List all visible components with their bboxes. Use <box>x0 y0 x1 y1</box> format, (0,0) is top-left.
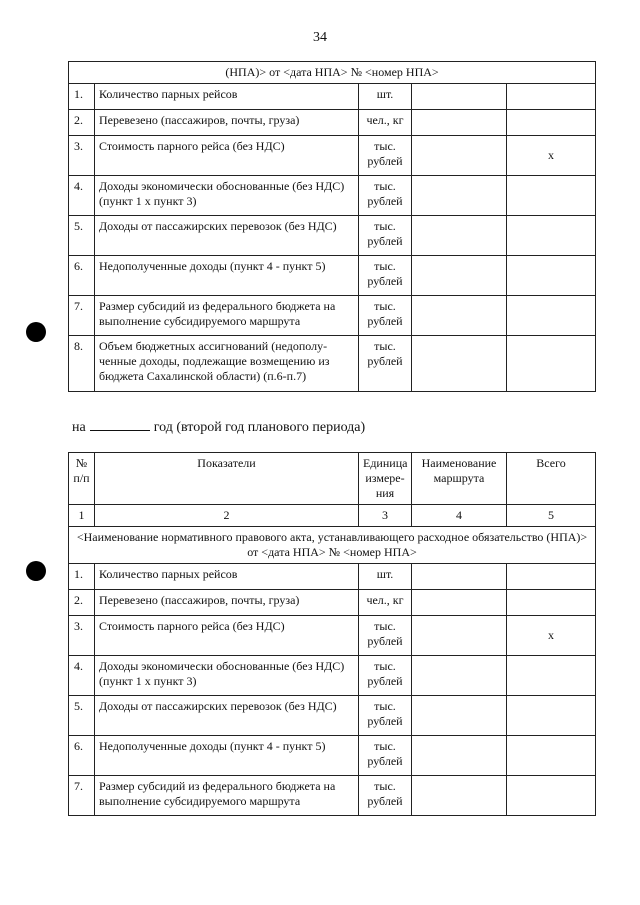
table-row <box>69 564 596 590</box>
row-number-cell: 6. <box>69 256 95 296</box>
page-number: 34 <box>313 30 327 45</box>
total-value-cell <box>507 590 596 616</box>
total-value-cell <box>507 176 596 216</box>
row-number-cell: 4. <box>69 656 95 696</box>
heading-prefix: на <box>72 420 86 435</box>
unit-cell: тыс. рублей <box>359 336 412 392</box>
total-value-cell: х <box>507 616 596 656</box>
table-body <box>69 62 596 392</box>
header-row <box>69 453 596 505</box>
total-value-cell <box>507 656 596 696</box>
row-number-cell: 1. <box>69 84 95 110</box>
unit-cell: тыс. рублей <box>359 616 412 656</box>
header-cell: Единица измере-ния <box>359 453 412 505</box>
header-cell: № п/п <box>69 453 95 505</box>
indicator-cell: Доходы экономически обоснованные (без НДС) (пункт 1 х пункт 3) <box>95 176 359 216</box>
indicator-cell: Размер субсидий из федерального бюджета на выполнение субсидируемого маршрута <box>95 296 359 336</box>
indicator-cell: Перевезено (пассажиров, почты, груза) <box>95 110 359 136</box>
route-value-cell <box>412 110 507 136</box>
table-row <box>69 216 596 256</box>
index-cell: 5 <box>507 505 596 527</box>
route-value-cell <box>412 84 507 110</box>
row-number-cell: 2. <box>69 110 95 136</box>
unit-cell: тыс. рублей <box>359 776 412 816</box>
total-value-cell <box>507 736 596 776</box>
npa-header-cell: <Наименование нормативного правового акта, устанавливающего расходное обязательство (НПА)> от <дата НПА> № <номер НПА> <box>69 527 596 564</box>
total-value-cell <box>507 216 596 256</box>
npa-header-row <box>69 62 596 84</box>
route-value-cell <box>412 176 507 216</box>
total-value-cell <box>507 776 596 816</box>
unit-cell: чел., кг <box>359 110 412 136</box>
heading-suffix: год (второй год планового периода) <box>153 420 366 435</box>
index-cell: 1 <box>69 505 95 527</box>
total-value-cell <box>507 336 596 392</box>
indicator-cell: Перевезено (пассажиров, почты, груза) <box>95 590 359 616</box>
row-number-cell: 3. <box>69 136 95 176</box>
route-value-cell <box>412 776 507 816</box>
route-value-cell <box>412 136 507 176</box>
row-number-cell: 8. <box>69 336 95 392</box>
row-number-cell: 5. <box>69 696 95 736</box>
indicator-cell: Стоимость парного рейса (без НДС) <box>95 136 359 176</box>
route-value-cell <box>412 590 507 616</box>
header-cell: Наименование маршрута <box>412 453 507 505</box>
unit-cell: тыс. рублей <box>359 736 412 776</box>
total-value-cell <box>507 110 596 136</box>
index-cell: 4 <box>412 505 507 527</box>
total-value-cell: х <box>507 136 596 176</box>
table-row <box>69 336 596 392</box>
unit-cell: шт. <box>359 564 412 590</box>
npa-header-cell: (НПА)> от <дата НПА> № <номер НПА> <box>69 62 596 84</box>
indicator-cell: Доходы экономически обоснованные (без НДС) (пункт 1 х пункт 3) <box>95 656 359 696</box>
route-value-cell <box>412 656 507 696</box>
indicator-cell: Недополученные доходы (пункт 4 - пункт 5) <box>95 256 359 296</box>
indicator-cell: Количество парных рейсов <box>95 84 359 110</box>
row-number-cell: 2. <box>69 590 95 616</box>
table-row <box>69 296 596 336</box>
route-value-cell <box>412 736 507 776</box>
table-row <box>69 616 596 656</box>
total-value-cell <box>507 84 596 110</box>
npa-header-row <box>69 527 596 564</box>
indicator-cell: Стоимость парного рейса (без НДС) <box>95 616 359 656</box>
table-row <box>69 176 596 216</box>
table-row <box>69 256 596 296</box>
row-number-cell: 1. <box>69 564 95 590</box>
unit-cell: тыс. рублей <box>359 296 412 336</box>
indicators-table-first <box>68 61 596 392</box>
route-value-cell <box>412 616 507 656</box>
unit-cell: тыс. рублей <box>359 136 412 176</box>
table-row <box>69 736 596 776</box>
row-number-cell: 5. <box>69 216 95 256</box>
total-value-cell <box>507 296 596 336</box>
punch-hole <box>26 322 46 342</box>
index-cell: 2 <box>95 505 359 527</box>
row-number-cell: 7. <box>69 776 95 816</box>
table-row <box>69 696 596 736</box>
table-row <box>69 776 596 816</box>
year-blank-line <box>90 417 150 431</box>
route-value-cell <box>412 336 507 392</box>
row-number-cell: 6. <box>69 736 95 776</box>
total-value-cell <box>507 564 596 590</box>
indicator-cell: Объем бюджетных ассигнований (недополу-ченные доходы, подлежащие возмещению из бюджета Сахалинской области) (п.6-п.7) <box>95 336 359 392</box>
route-value-cell <box>412 296 507 336</box>
table-row <box>69 110 596 136</box>
table-body <box>69 453 596 816</box>
route-value-cell <box>412 564 507 590</box>
header-cell: Всего <box>507 453 596 505</box>
indicators-table-second <box>68 452 596 816</box>
unit-cell: тыс. рублей <box>359 696 412 736</box>
indicator-cell: Доходы от пассажирских перевозок (без НДС) <box>95 216 359 256</box>
unit-cell: тыс. рублей <box>359 256 412 296</box>
indicator-cell: Размер субсидий из федерального бюджета на выполнение субсидируемого маршрута <box>95 776 359 816</box>
unit-cell: шт. <box>359 84 412 110</box>
route-value-cell <box>412 696 507 736</box>
table-row <box>69 656 596 696</box>
row-number-cell: 7. <box>69 296 95 336</box>
row-number-cell: 4. <box>69 176 95 216</box>
unit-cell: тыс. рублей <box>359 216 412 256</box>
route-value-cell <box>412 216 507 256</box>
total-value-cell <box>507 256 596 296</box>
indicator-cell: Количество парных рейсов <box>95 564 359 590</box>
unit-cell: тыс. рублей <box>359 656 412 696</box>
row-number-cell: 3. <box>69 616 95 656</box>
section-heading <box>72 417 365 436</box>
indicator-cell: Недополученные доходы (пункт 4 - пункт 5) <box>95 736 359 776</box>
table-row <box>69 84 596 110</box>
index-cell: 3 <box>359 505 412 527</box>
route-value-cell <box>412 256 507 296</box>
indicator-cell: Доходы от пассажирских перевозок (без НДС) <box>95 696 359 736</box>
punch-hole <box>26 561 46 581</box>
unit-cell: тыс. рублей <box>359 176 412 216</box>
table-row <box>69 590 596 616</box>
header-cell: Показатели <box>95 453 359 505</box>
unit-cell: чел., кг <box>359 590 412 616</box>
total-value-cell <box>507 696 596 736</box>
table-row <box>69 136 596 176</box>
column-index-row <box>69 505 596 527</box>
